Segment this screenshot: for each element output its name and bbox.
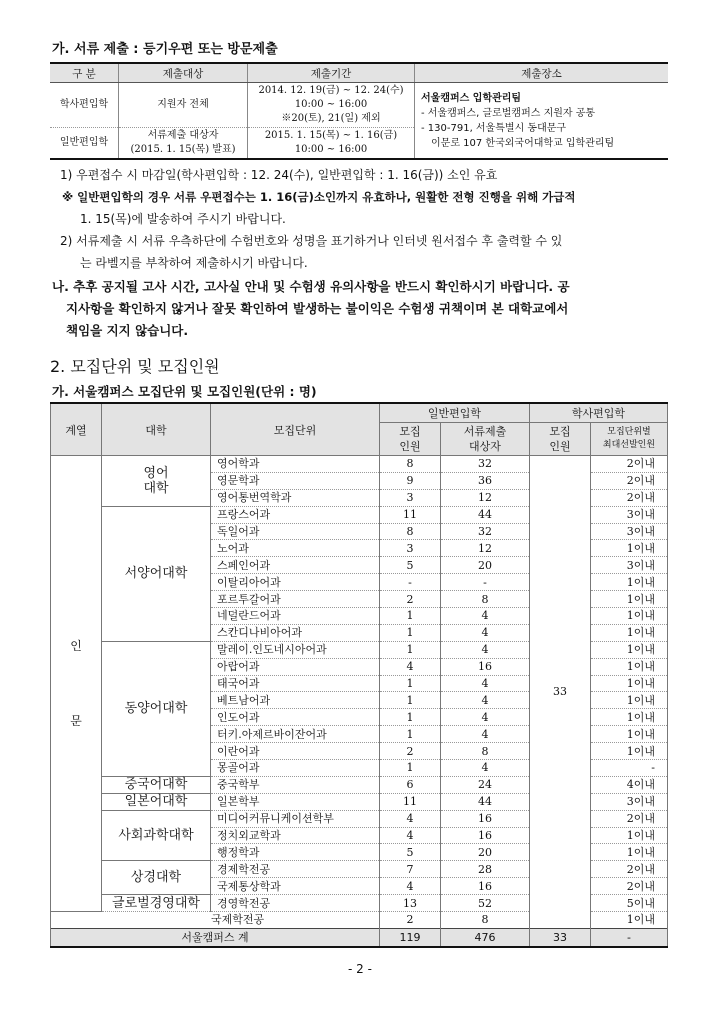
table-row [51,456,668,473]
cell-docs: 36 [441,472,530,489]
cell-docs: 16 [441,827,530,844]
cell-unit: 경영학전공 [211,895,380,912]
heading-quota: 가. 서울캠퍼스 모집단위 및 모집인원(단위 : 명) [52,384,317,399]
cell-quota: 9 [380,472,441,489]
cell-max: 1이내 [591,591,668,608]
header-line: 인원 [549,440,571,453]
total-bachelor-quota: 33 [530,928,591,947]
cell-docs: 32 [441,456,530,473]
cell-docs: 20 [441,557,530,574]
period-line: 10:00 ~ 16:00 [294,144,368,155]
cell-docs: 12 [441,489,530,506]
heading-submission: 가. 서류 제출 : 등기우편 또는 방문제출 [52,42,278,57]
total-label: 서울캠퍼스 계 [51,928,380,947]
cell-quota: 1 [380,608,441,625]
cell-docs: 4 [441,641,530,658]
cell-unit: 영어통번역학과 [211,489,380,506]
cell-max: 3이내 [591,793,668,810]
cell-college [102,810,211,861]
target-line: 서류제출 대상자 [147,130,219,141]
cell-unit: 이탈리아어과 [211,574,380,591]
note-postmark: 1) 우편접수 시 마감일(학사편입학 : 12. 24(수), 일반편입학 : 1. 16(금)) 소인 유효 [60,168,498,182]
cell-docs: 20 [441,844,530,861]
target-line: (2015. 1. 15(목) 발표) [130,144,236,155]
college-name: 중국어대학 [124,777,188,793]
cell-college [102,793,211,810]
college-name: 서양어대학 [124,566,188,582]
cell-unit: 중국학부 [211,776,380,793]
col-header-place: 제출장소 [415,63,669,83]
field-char: 인 [70,638,82,653]
cell-max: 4이내 [591,776,668,793]
cell-field [51,456,102,912]
cell-quota: 3 [380,540,441,557]
cell-docs: 44 [441,506,530,523]
college-name: 영어 [143,465,169,481]
col-header-general: 일반편입학 [380,403,530,423]
cell-max: 1이내 [591,709,668,726]
total-docs: 476 [441,928,530,947]
section-title: 2. 모집단위 및 모집인원 [50,357,220,376]
submission-table [50,62,668,160]
quota-table [50,402,668,948]
cell-college [102,861,211,895]
cell-quota: 2 [380,743,441,760]
cell-unit: 네덜란드어과 [211,608,380,625]
cell-quota: 4 [380,658,441,675]
cell-docs: 8 [441,743,530,760]
cell-unit: 이란어과 [211,743,380,760]
college-name: 상경대학 [130,870,182,886]
place-line: 이문로 107 한국외국어대학교 입학관리팀 [431,137,615,149]
cell-max: 2이내 [591,489,668,506]
cell-unit: 영문학과 [211,472,380,489]
cell-max: 1이내 [591,844,668,861]
period-line: 2015. 1. 15(목) ~ 1. 16(금) [264,130,398,141]
cell-quota: 4 [380,810,441,827]
cell-max: 2이내 [591,472,668,489]
cell-unit: 경제학전공 [211,861,380,878]
col-header-max [591,423,668,456]
cell-docs: 4 [441,624,530,641]
cell-max: 1이내 [591,912,668,929]
cell-max: 1이내 [591,692,668,709]
page-number: - 2 - [348,962,372,976]
cell-unit: 미디어커뮤니케이션학부 [211,810,380,827]
cell-max: 2이내 [591,861,668,878]
cell-docs: 28 [441,861,530,878]
total-quota: 119 [380,928,441,947]
header-line: 최대선발인원 [602,440,656,450]
cell-unit: 행정학과 [211,844,380,861]
cell-unit: 스칸디나비아어과 [211,624,380,641]
cell-quota: 11 [380,506,441,523]
cell-docs: 4 [441,608,530,625]
cell-type: 일반편입학 [59,137,109,148]
col-header-bachelor: 학사편입학 [530,403,668,423]
cell-max: - [591,760,668,777]
cell-quota: 5 [380,557,441,574]
cell-max: 1이내 [591,624,668,641]
cell-docs: 32 [441,523,530,540]
cell-quota: 4 [380,878,441,895]
cell-docs: 4 [441,675,530,692]
cell-quota: 2 [380,591,441,608]
cell-quota: 2 [380,912,441,929]
cell-max: 3이내 [591,557,668,574]
table-total-row [51,928,668,947]
header-line: 인원 [399,440,421,453]
cell-quota: 1 [380,726,441,743]
cell-docs: 16 [441,658,530,675]
cell-unit: 독일어과 [211,523,380,540]
cell-unit: 태국어과 [211,675,380,692]
cell-quota: - [380,574,441,591]
college-name: 글로벌경영대학 [112,895,200,911]
cell-max: 5이내 [591,895,668,912]
college-name: 사회과학대학 [118,828,194,844]
cell-unit: 프랑스어과 [211,506,380,523]
note-label-cont: 는 라벨지를 부착하여 제출하시기 바랍니다. [80,256,308,270]
notice-exam-cont: 책임을 지지 않습니다. [66,323,189,338]
cell-quota: 5 [380,844,441,861]
period-line: 10:00 ~ 16:00 [294,99,368,110]
quota-table-body [51,456,668,929]
cell-docs: 4 [441,760,530,777]
cell-quota: 1 [380,760,441,777]
cell-place [415,83,669,160]
cell-college [102,506,211,641]
cell-quota: 1 [380,692,441,709]
cell-docs: 52 [441,895,530,912]
cell-max: 2이내 [591,456,668,473]
period-line: 2014. 12. 19(금) ~ 12. 24(수) [258,85,404,96]
cell-unit: 아랍어과 [211,658,380,675]
note-label: 2) 서류제출 시 서류 우측하단에 수험번호와 성명을 표기하거나 인터넷 원서접수 후 출력할 수 있 [60,234,563,248]
cell-college [102,641,211,776]
cell-docs: 8 [441,912,530,929]
cell-bachelor-quota: 33 [530,456,591,929]
cell-unit: 터키.아제르바이잔어과 [211,726,380,743]
cell-period [248,83,415,128]
cell-unit: 몽골어과 [211,760,380,777]
col-header-unit: 모집단위 [211,403,380,456]
cell-unit: 말레이.인도네시아어과 [211,641,380,658]
col-header-period: 제출기간 [248,63,415,83]
cell-quota: 1 [380,675,441,692]
place-line: 서울캠퍼스 입학관리팀 [421,92,522,104]
cell-quota: 11 [380,793,441,810]
cell-type: 학사편입학 [50,83,119,128]
cell-quota: 8 [380,456,441,473]
cell-quota: 13 [380,895,441,912]
cell-docs: 24 [441,776,530,793]
cell-quota: 1 [380,709,441,726]
col-header-type: 구 분 [50,63,119,83]
cell-quota: 7 [380,861,441,878]
cell-docs: 44 [441,793,530,810]
place-line: - 130-791, 서울특별시 동대문구 [421,122,567,134]
cell-max: 1이내 [591,726,668,743]
place-line: - 서울캠퍼스, 글로벌캠퍼스 지원자 공통 [421,107,596,119]
header-line: 대상자 [469,440,501,453]
cell-unit: 포르투갈어과 [211,591,380,608]
cell-target: 지원자 전체 [119,83,248,128]
cell-college [102,776,211,793]
col-header-field: 계열 [51,403,102,456]
col-header-quota [380,423,441,456]
header-line: 서류제출 [463,425,507,438]
cell-max: 1이내 [591,827,668,844]
cell-unit: 베트남어과 [211,692,380,709]
cell-quota: 4 [380,827,441,844]
cell-college [102,456,211,507]
cell-unit: 영어학과 [211,456,380,473]
cell-max: 1이내 [591,675,668,692]
note-general-postal-cont: 1. 15(목)에 발송하여 주시기 바랍니다. [80,212,286,226]
cell-max: 1이내 [591,743,668,760]
cell-unit: 인도어과 [211,709,380,726]
cell-college [102,895,211,912]
total-max: - [591,928,668,947]
cell-docs: 16 [441,878,530,895]
cell-max: 2이내 [591,878,668,895]
table-header-row [51,403,668,423]
header-line: 모집 [549,425,571,438]
cell-unit: 국제학전공 [51,912,380,929]
header-line: 모집단위별 [607,427,651,437]
notice-exam-cont: 지사항을 확인하지 않거나 잘못 확인하여 발생하는 불이익은 수험생 귀책이며 본 대학교에서 [66,301,569,316]
cell-docs: 12 [441,540,530,557]
cell-max: 3이내 [591,506,668,523]
cell-max: 1이내 [591,608,668,625]
cell-quota: 1 [380,624,441,641]
cell-docs: 8 [441,591,530,608]
cell-docs: - [441,574,530,591]
cell-quota: 3 [380,489,441,506]
cell-docs: 16 [441,810,530,827]
cell-period [248,128,415,160]
cell-docs: 4 [441,709,530,726]
cell-unit: 스페인어과 [211,557,380,574]
table-row [50,83,668,128]
cell-docs: 4 [441,692,530,709]
cell-max: 1이내 [591,540,668,557]
cell-quota: 1 [380,641,441,658]
cell-unit: 노어과 [211,540,380,557]
notice-exam: 나. 추후 공지될 고사 시간, 고사실 안내 및 수험생 유의사항을 반드시 확인하시기 바랍니다. 공 [52,279,570,294]
cell-unit: 일본학부 [211,793,380,810]
col-header-target: 제출대상 [119,63,248,83]
table-header-row [50,63,668,83]
cell-max: 3이내 [591,523,668,540]
cell-unit: 국제통상학과 [211,878,380,895]
col-header-college: 대학 [102,403,211,456]
cell-target [119,128,248,160]
cell-unit: 정치외교학과 [211,827,380,844]
college-name: 동양어대학 [124,701,188,717]
cell-quota: 6 [380,776,441,793]
cell-docs: 4 [441,726,530,743]
cell-max: 1이내 [591,574,668,591]
cell-max: 2이내 [591,810,668,827]
cell-max: 1이내 [591,658,668,675]
field-char: 문 [70,713,82,728]
college-name: 대학 [143,480,169,496]
col-header-bachelor-quota [530,423,591,456]
col-header-docs [441,423,530,456]
college-name: 일본어대학 [124,794,188,810]
cell-max: 1이내 [591,641,668,658]
note-general-postal: ※ 일반편입학의 경우 서류 우편접수는 1. 16(금)소인까지 유효하나, 원활한 전형 진행을 위해 가급적 [62,190,576,204]
period-line: ※20(토), 21(일) 제외 [281,113,381,124]
cell-quota: 8 [380,523,441,540]
header-line: 모집 [399,425,421,438]
